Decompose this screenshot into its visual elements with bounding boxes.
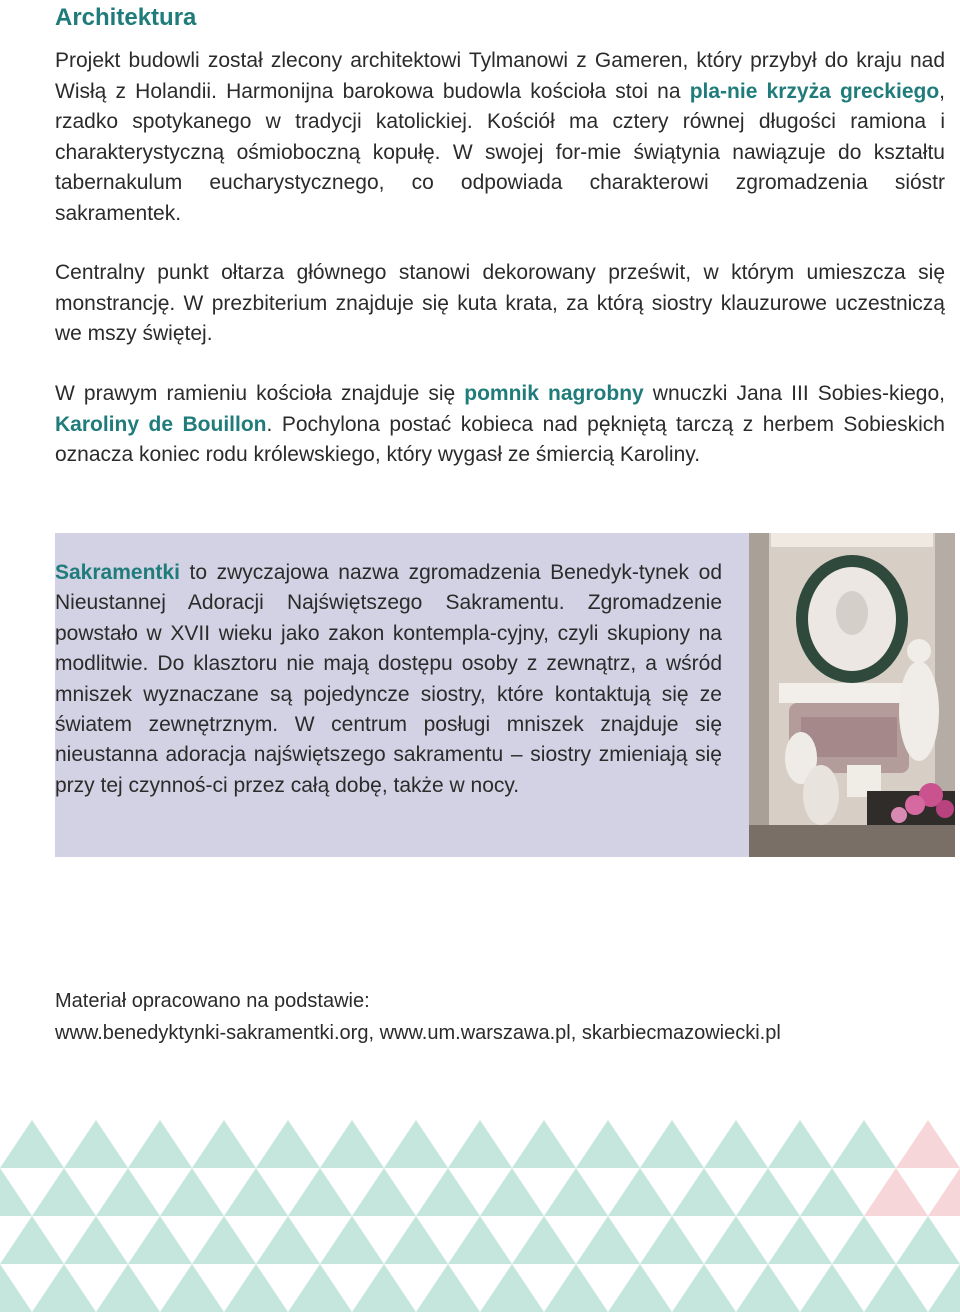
- pattern-triangle: [288, 1264, 352, 1312]
- pattern-triangle: [704, 1216, 768, 1264]
- text-run: W prawym ramieniu kościoła znajduje się: [55, 382, 465, 405]
- pattern-triangle: [0, 1168, 32, 1216]
- decorative-triangle-pattern: [0, 1120, 960, 1313]
- section-heading: Architektura: [55, 4, 197, 31]
- monument-illustration: [749, 533, 955, 857]
- highlight-sakramentki: Sakramentki: [55, 561, 180, 584]
- pattern-triangle: [864, 1168, 928, 1216]
- info-box-text: [55, 558, 722, 801]
- pattern-triangle: [320, 1120, 384, 1168]
- pattern-triangle: [832, 1216, 896, 1264]
- pattern-triangle: [384, 1216, 448, 1264]
- pattern-triangle: [128, 1120, 192, 1168]
- pattern-triangle: [384, 1120, 448, 1168]
- pattern-triangle: [320, 1216, 384, 1264]
- pattern-triangle: [736, 1264, 800, 1312]
- pattern-triangle: [800, 1168, 864, 1216]
- pattern-triangle: [512, 1216, 576, 1264]
- pattern-triangle: [192, 1120, 256, 1168]
- pattern-triangle: [544, 1264, 608, 1312]
- sources-label: Materiał opracowano na podstawie:: [55, 990, 370, 1012]
- highlight-karolina: Karoliny de Bouillon: [55, 412, 267, 436]
- pattern-triangle: [96, 1264, 160, 1312]
- pattern-triangle: [576, 1216, 640, 1264]
- paragraph-monument: [55, 379, 945, 471]
- text-run: . Pochylona postać kobieca nad pękniętą tarczą z herbem Sobieskich oznacza koniec rodu królewskiego, który wygasł ze śmiercią Karoliny.: [55, 412, 945, 466]
- pattern-triangle: [608, 1168, 672, 1216]
- pattern-triangle: [704, 1120, 768, 1168]
- paragraph-architecture: [55, 46, 945, 229]
- pattern-triangle: [160, 1168, 224, 1216]
- pattern-triangle: [416, 1264, 480, 1312]
- pattern-triangle: [896, 1120, 960, 1168]
- pattern-triangle: [640, 1216, 704, 1264]
- pattern-triangle: [928, 1168, 960, 1216]
- pattern-triangle: [544, 1168, 608, 1216]
- pattern-triangle: [448, 1216, 512, 1264]
- highlight-tomb-monument: pomnik nagrobny: [464, 382, 644, 405]
- pattern-triangle: [480, 1264, 544, 1312]
- pattern-triangle: [800, 1264, 864, 1312]
- pattern-triangle: [0, 1120, 64, 1168]
- pattern-triangle: [832, 1120, 896, 1168]
- pattern-triangle: [128, 1216, 192, 1264]
- pattern-triangle: [640, 1120, 704, 1168]
- pattern-triangle: [352, 1168, 416, 1216]
- pattern-triangle: [768, 1216, 832, 1264]
- pattern-triangle: [480, 1168, 544, 1216]
- pattern-triangle: [448, 1120, 512, 1168]
- pattern-triangle: [576, 1120, 640, 1168]
- pattern-triangle: [256, 1216, 320, 1264]
- pattern-triangle: [736, 1168, 800, 1216]
- pattern-triangle: [160, 1264, 224, 1312]
- pattern-triangle: [896, 1216, 960, 1264]
- text-run: wnuczki Jana III Sobies-kiego,: [643, 382, 945, 405]
- pattern-triangle: [928, 1264, 960, 1312]
- pattern-triangle: [64, 1216, 128, 1264]
- pattern-triangle: [224, 1264, 288, 1312]
- text-run: to zwyczajowa nazwa zgromadzenia Benedyk-tynek od Nieustannej Adoracji Najświętszego Sakramentu. Zgromadzenie powstało w XVII wieku jako zakon kontempla-cyjny, czyli skupiony na modlitwie. Do klasztoru nie mają dostępu osoby z zewnątrz, a wśród mniszek wyznaczane są pojedyncze siostry, które kontaktują się ze światem zewnętrznym. W centrum posługi mniszek znajduje się nieustanna adoracja najświętszego sakramentu – siostry zmieniają się przy tej czynnoś-ci przez całą dobę, także w nocy.: [55, 561, 722, 797]
- text-run: Projekt budowli został zlecony architektowi Tylmanowi z Gameren, który przybył do kraju nad Wisłą z Holandii. Harmonijna barokowa budowla kościoła stoi na: [55, 49, 945, 103]
- pattern-triangle: [192, 1216, 256, 1264]
- pattern-triangle: [352, 1264, 416, 1312]
- highlight-greek-cross: pla-nie krzyża greckiego: [689, 79, 940, 103]
- pattern-triangle: [0, 1216, 64, 1264]
- pattern-triangle: [864, 1264, 928, 1312]
- pattern-triangle: [64, 1120, 128, 1168]
- text-run: , rzadko spotykanego w tradycji katolickiej. Kościół ma cztery równej długości ramiona i charakterystyczną ośmioboczną kopułę. W swojej for-mie świątynia nawiązuje do kształtu tabernakulum eucharystycznego, co odpowiada charakterowi zgromadzenia sióstr sakramentek.: [55, 79, 945, 225]
- pattern-triangle: [672, 1168, 736, 1216]
- pattern-triangle: [608, 1264, 672, 1312]
- pattern-triangle: [0, 1264, 32, 1312]
- monument-photo: [749, 533, 955, 857]
- pattern-triangle: [256, 1120, 320, 1168]
- pattern-triangle: [224, 1168, 288, 1216]
- pattern-triangle: [672, 1264, 736, 1312]
- pattern-triangle: [96, 1168, 160, 1216]
- pattern-triangle: [768, 1120, 832, 1168]
- pattern-triangle: [288, 1168, 352, 1216]
- pattern-triangle: [32, 1264, 96, 1312]
- pattern-triangle: [32, 1168, 96, 1216]
- sources-links: www.benedyktynki-sakramentki.org, www.um.warszawa.pl, skarbiecmazowiecki.pl: [55, 1022, 781, 1044]
- pattern-triangle: [512, 1120, 576, 1168]
- paragraph-altar: Centralny punkt ołtarza głównego stanowi dekorowany prześwit, w którym umieszcza się monstrancję. W prezbiterium znajduje się kuta krata, za którą siostry klauzurowe uczestniczą we mszy świętej.: [55, 261, 945, 345]
- pattern-triangle: [416, 1168, 480, 1216]
